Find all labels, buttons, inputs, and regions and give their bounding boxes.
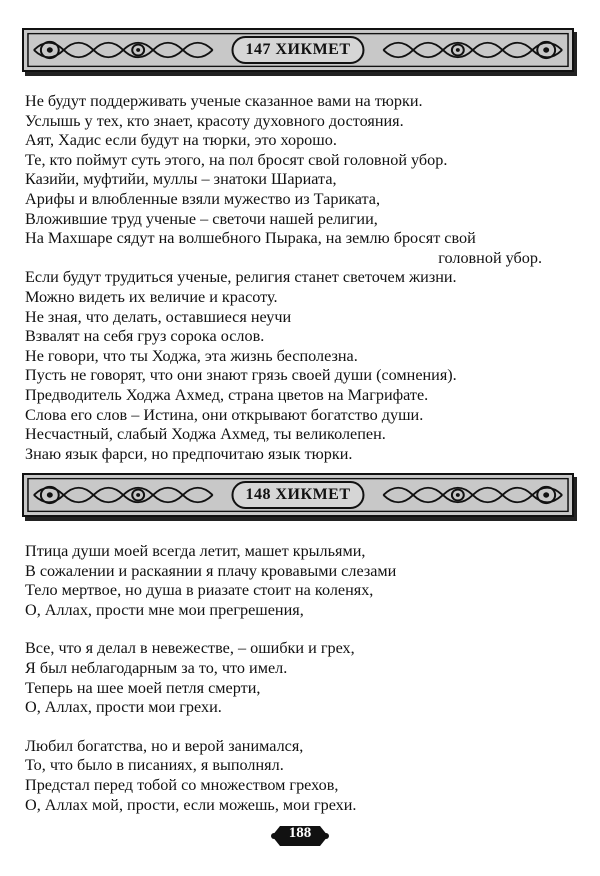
verse-line: Знаю язык фарси, но предпочитаю язык тюрки. [25, 444, 353, 463]
verse-line: Услышь у тех, кто знает, красоту духовного достояния. [25, 111, 404, 130]
verse-list-148 [25, 542, 580, 815]
verse-line: Любил богатства, но и верой занимался, [25, 736, 304, 755]
verse-line: То, что было в писаниях, я выполнял. [25, 756, 284, 775]
verse-line: Слова его слов – Истина, они открывают богатство души. [25, 405, 424, 424]
verse-line: Тело мертвое, но душа в риазате стоит на коленях, [25, 581, 374, 600]
verse-line: Я был неблагодарным за то, что имел. [25, 658, 288, 677]
stanza-gap [25, 718, 580, 737]
verse-list-147 [25, 92, 580, 464]
verse-line-continuation: головной убор. [438, 248, 542, 267]
verse-line: На Махшаре сядут на волшебного Пырака, на землю бросят свой [25, 229, 476, 248]
verse-line: Аят, Хадис если будут на тюрки, это хорошо. [25, 131, 337, 150]
section-banner-147 [22, 28, 574, 72]
verse-line: Не говори, что ты Ходжа, эта жизнь бесполезна. [25, 346, 358, 365]
verse-line: О, Аллах мой, прости, если можешь, мои грехи. [25, 795, 357, 814]
page-number: 188 [288, 825, 312, 841]
verse-line: Пусть не говорят, что они знают грязь своей души (сомнения). [25, 366, 457, 385]
verse-line: О, Аллах, прости мои грехи. [25, 698, 222, 717]
verse-line: Взвалят на себя груз сорока ослов. [25, 327, 265, 346]
verse-line: В сожалении и раскаянии я плачу кровавыми слезами [25, 561, 397, 580]
verse-line: Предводитель Ходжа Ахмед, страна цветов на Магрифате. [25, 385, 429, 404]
section-banner-148 [22, 473, 574, 517]
verse-line: Не будут поддерживать ученые сказанное вами на тюрки. [25, 92, 423, 110]
verse-line: Все, что я делал в невежестве, – ошибки и грех, [25, 639, 355, 658]
verse-line: О, Аллах, прости мне мои прегрешения, [25, 600, 304, 619]
verse-line: Предстал перед тобой со множеством грехов, [25, 775, 339, 794]
section-title: 147 ХИКМЕТ [231, 36, 364, 64]
verse-line: Птица души моей всегда летит, машет крыльями, [25, 542, 366, 560]
page-number-badge [268, 822, 332, 850]
verse-line: Теперь на шее моей петля смерти, [25, 678, 261, 697]
verse-line: Вложившие труд ученые – светочи нашей религии, [25, 209, 378, 228]
verse-line: Не зная, что делать, оставшиеся неучи [25, 307, 292, 326]
verse-line: Казийи, муфтийи, муллы – знатоки Шариата, [25, 170, 337, 189]
stanza-gap [25, 620, 580, 639]
verse-line: Если будут трудиться ученые, религия станет светочем жизни. [25, 268, 457, 287]
verse-line: Те, кто поймут суть этого, на пол бросят свой головной убор. [25, 150, 448, 169]
verse-line: Несчастный, слабый Ходжа Ахмед, ты великолепен. [25, 425, 386, 444]
verse-line: Можно видеть их величие и красоту. [25, 287, 278, 306]
section-title: 148 ХИКМЕТ [231, 481, 364, 509]
verse-line: Арифы и влюбленные взяли мужество из Тариката, [25, 189, 381, 208]
